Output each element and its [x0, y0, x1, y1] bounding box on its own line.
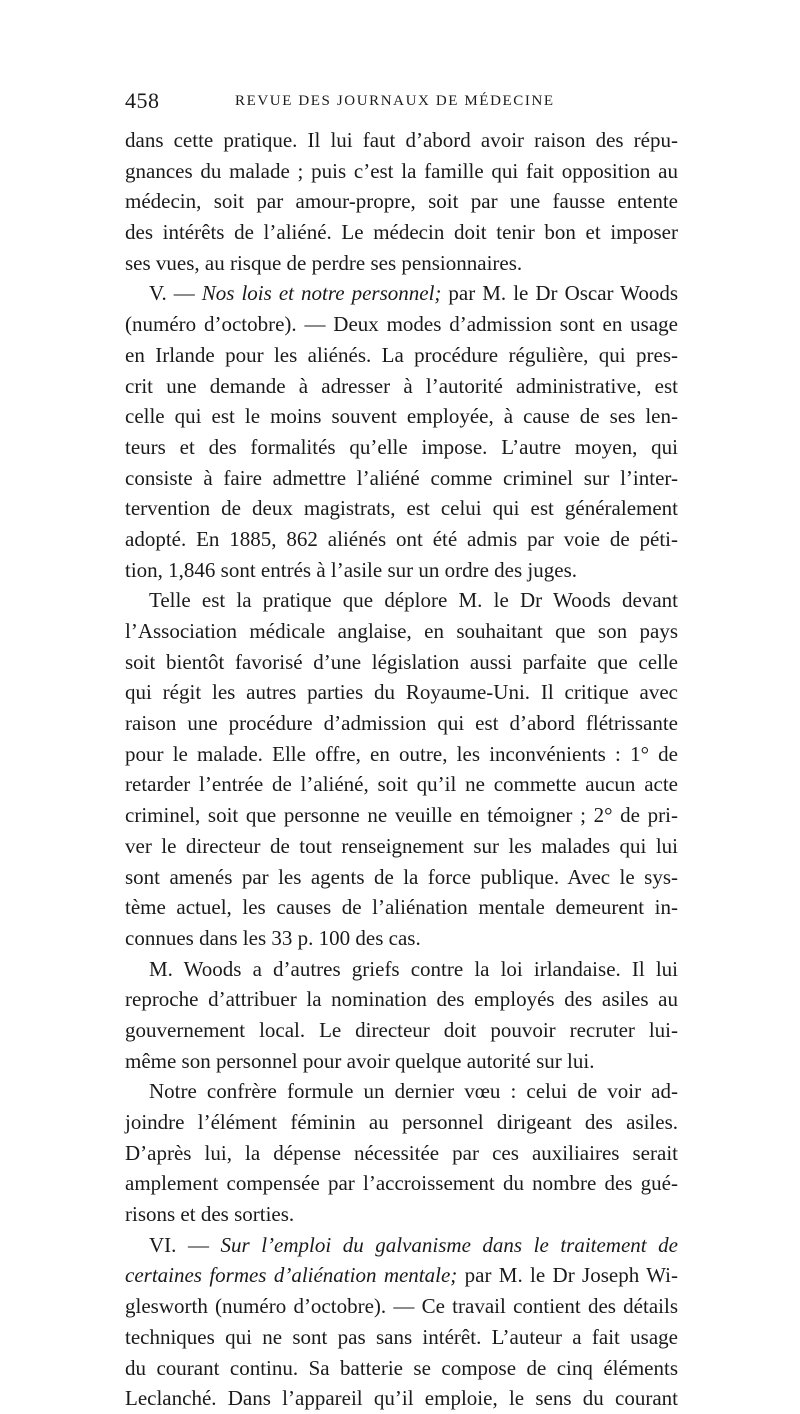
- text-line: [125, 1199, 678, 1230]
- text-segment: V. —: [149, 281, 202, 306]
- text-segment: par M. le Dr Joseph Wi-: [457, 1263, 678, 1288]
- text-segment: pour le malade. Elle offre, en outre, les inconvénients : 1° de: [125, 741, 678, 766]
- text-line: [125, 1291, 678, 1322]
- text-segment: criminel, soit que personne ne veuille en témoigner ; 2° de pri-: [125, 803, 678, 828]
- text-line: [125, 125, 678, 156]
- text-line: [125, 340, 678, 371]
- text-segment: celle qui est le moins souvent employée, à cause de ses len-: [125, 404, 678, 429]
- text-line: [125, 524, 678, 555]
- text-line: [125, 463, 678, 494]
- text-segment: M. Woods a d’autres griefs contre la loi irlandaise. Il lui: [149, 956, 678, 981]
- text-line: [125, 1168, 678, 1199]
- text-segment: tion, 1,846 sont entrés à l’asile sur un ordre des juges.: [125, 557, 577, 582]
- text-segment: retarder l’entrée de l’aliéné, soit qu’il ne commette aucun acte: [125, 772, 678, 797]
- text-line: [125, 248, 678, 279]
- italic-text-segment: certaines formes d’aliénation mentale;: [125, 1263, 458, 1288]
- text-line: [125, 800, 678, 831]
- text-segment: des intérêts de l’aliéné. Le médecin doit tenir bon et imposer: [125, 220, 678, 245]
- text-segment: Notre confrère formule un dernier vœu : celui de voir ad-: [149, 1079, 678, 1104]
- text-segment: glesworth (numéro d’octobre). — Ce travail contient des détails: [125, 1294, 678, 1319]
- text-line: [125, 984, 678, 1015]
- text-line: [125, 156, 678, 187]
- text-line: [125, 1076, 678, 1107]
- text-line: [125, 309, 678, 340]
- text-line: [125, 1230, 678, 1261]
- text-segment: amplement compensée par l’accroissement du nombre des gué-: [125, 1171, 678, 1196]
- text-line: [125, 555, 678, 586]
- text-segment: l’Association médicale anglaise, en souhaitant que son pays: [125, 619, 678, 643]
- page-header: [125, 88, 685, 118]
- text-line: [125, 923, 678, 954]
- text-line: [125, 892, 678, 923]
- text-segment: gouvernement local. Le directeur doit pouvoir recruter lui-: [125, 1017, 678, 1042]
- text-line: [125, 1138, 678, 1169]
- italic-text-segment: Sur l’emploi du galvanisme dans le traitement de: [220, 1232, 678, 1257]
- text-segment: médecin, soit par amour-propre, soit par une fausse entente: [125, 189, 678, 214]
- text-segment: Leclanché. Dans l’appareil qu’il emploie, le sens du courant: [125, 1386, 678, 1411]
- text-segment: du courant continu. Sa batterie se compose de cinq éléments: [125, 1355, 678, 1380]
- text-segment: techniques qui ne sont pas sans intérêt. L’auteur a fait usage: [125, 1324, 678, 1349]
- text-line: [125, 432, 678, 463]
- text-line: [125, 708, 678, 739]
- text-line: [125, 278, 678, 309]
- text-segment: gnances du malade ; puis c’est la famille qui fait opposition au: [125, 158, 678, 183]
- page-number: 458: [125, 88, 160, 113]
- text-segment: tervention de deux magistrats, est celui qui est généralement: [125, 496, 678, 521]
- text-segment: risons et des sorties.: [125, 1202, 295, 1227]
- text-line: [125, 739, 678, 770]
- text-segment: sont amenés par les agents de la force publique. Avec le sys-: [125, 864, 678, 889]
- text-segment: adopté. En 1885, 862 aliénés ont été admis par voie de péti-: [125, 526, 678, 551]
- text-segment: qui régit les autres parties du Royaume-Uni. Il critique avec: [125, 680, 678, 705]
- text-segment: raison une procédure d’admission qui est d’abord flétrissante: [125, 711, 678, 736]
- text-segment: en Irlande pour les aliénés. La procédure régulière, qui pres-: [125, 342, 678, 367]
- text-segment: joindre l’élément féminin au personnel dirigeant des asiles.: [125, 1110, 678, 1134]
- running-head: REVUE DES JOURNAUX DE MÉDECINE: [235, 93, 555, 109]
- italic-text-segment: Nos lois et notre personnel;: [201, 281, 442, 306]
- text-segment: ses vues, au risque de perdre ses pensionnaires.: [125, 250, 523, 275]
- text-line: [125, 1260, 678, 1291]
- text-line: [125, 585, 678, 616]
- text-line: [125, 677, 678, 708]
- text-segment: (numéro d’octobre). — Deux modes d’admission sont en usage: [125, 312, 678, 337]
- text-segment: soit bientôt favorisé d’une législation aussi parfaite que celle: [125, 649, 678, 674]
- text-line: [125, 493, 678, 524]
- text-segment: même son personnel pour avoir quelque autorité sur lui.: [125, 1048, 595, 1073]
- text-line: [125, 954, 678, 985]
- text-segment: Telle est la pratique que déplore M. le Dr Woods devant: [149, 588, 678, 613]
- text-line: [125, 1046, 678, 1077]
- text-segment: crit une demande à adresser à l’autorité administrative, est: [125, 373, 678, 398]
- text-segment: par M. le Dr Oscar Woods: [441, 281, 678, 306]
- text-line: [125, 1107, 678, 1138]
- text-segment: VI. —: [149, 1232, 221, 1257]
- text-line: [125, 769, 678, 800]
- text-line: [125, 1383, 678, 1414]
- text-segment: tème actuel, les causes de l’aliénation mentale demeurent in-: [125, 895, 678, 920]
- text-segment: reproche d’attribuer la nomination des employés des asiles au: [125, 987, 678, 1012]
- text-segment: teurs et des formalités qu’elle impose. L’autre moyen, qui: [125, 434, 678, 459]
- text-segment: D’après lui, la dépense nécessitée par ces auxiliaires serait: [125, 1140, 678, 1165]
- text-segment: dans cette pratique. Il lui faut d’abord avoir raison des répu-: [125, 128, 678, 152]
- text-segment: connues dans les 33 p. 100 des cas.: [125, 925, 421, 950]
- text-line: [125, 217, 678, 248]
- text-line: [125, 186, 678, 217]
- text-line: [125, 1322, 678, 1353]
- body-text: [125, 125, 678, 1414]
- text-line: [125, 371, 678, 402]
- text-line: [125, 862, 678, 893]
- text-line: [125, 831, 678, 862]
- text-line: [125, 616, 678, 647]
- text-line: [125, 1015, 678, 1046]
- text-line: [125, 401, 678, 432]
- text-line: [125, 647, 678, 678]
- text-segment: ver le directeur de tout renseignement sur les malades qui lui: [125, 833, 678, 858]
- text-line: [125, 1353, 678, 1384]
- text-segment: consiste à faire admettre l’aliéné comme criminel sur l’inter-: [125, 465, 678, 490]
